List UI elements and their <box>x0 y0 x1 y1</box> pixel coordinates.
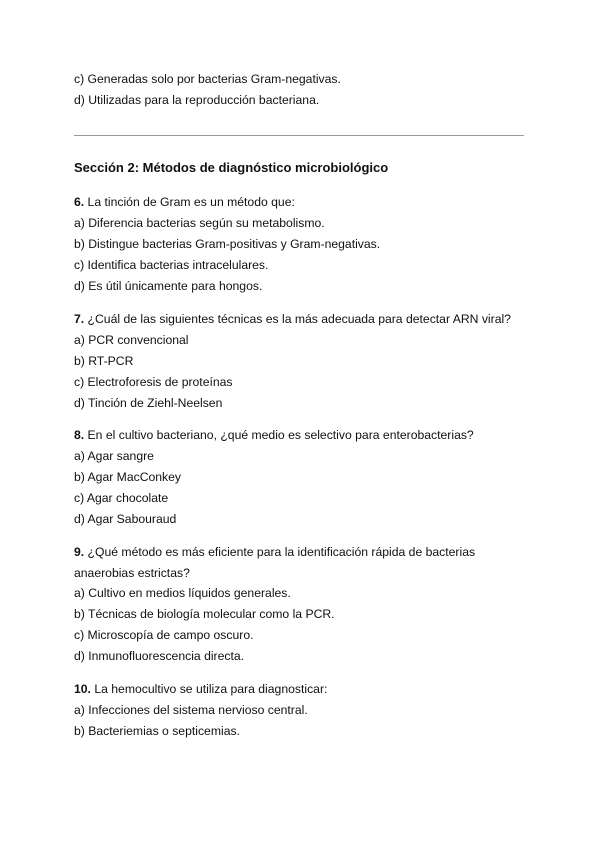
option-6b: b) Distingue bacterias Gram-positivas y Gram-negativas. <box>74 237 381 251</box>
option-9a: a) Cultivo en medios líquidos generales. <box>74 586 291 600</box>
question-text: ¿Cuál de las siguientes técnicas es la más adecuada para detectar ARN viral? <box>84 312 511 326</box>
option-7c: c) Electroforesis de proteínas <box>74 375 233 389</box>
option-6d: d) Es útil únicamente para hongos. <box>74 279 263 293</box>
question-number: 6. <box>74 195 85 209</box>
question-9-continuation: anaerobias estrictas? <box>74 566 190 580</box>
option-9d: d) Inmunofluorescencia directa. <box>74 649 245 663</box>
option-8c: c) Agar chocolate <box>74 491 169 505</box>
option-10b: b) Bacteriemias o septicemias. <box>74 724 240 738</box>
section-title: Sección 2: Métodos de diagnóstico microbiológico <box>74 160 389 175</box>
option-prev-d: d) Utilizadas para la reproducción bacteriana. <box>74 93 320 107</box>
option-prev-c: c) Generadas solo por bacterias Gram-negativas. <box>74 72 341 86</box>
option-9b: b) Técnicas de biología molecular como la PCR. <box>74 607 335 621</box>
option-8b: b) Agar MacConkey <box>74 470 182 484</box>
question-8 <box>74 427 474 443</box>
question-text: La tinción de Gram es un método que: <box>84 195 295 209</box>
question-number: 9. <box>74 545 85 559</box>
question-number: 7. <box>74 312 85 326</box>
question-10 <box>74 681 327 697</box>
question-text: ¿Qué método es más eficiente para la identificación rápida de bacterias <box>84 545 476 559</box>
question-6 <box>74 194 295 210</box>
option-10a: a) Infecciones del sistema nervioso central. <box>74 703 308 717</box>
option-6c: c) Identifica bacterias intracelulares. <box>74 258 269 272</box>
option-7b: b) RT-PCR <box>74 354 134 368</box>
option-8d: d) Agar Sabouraud <box>74 512 177 526</box>
option-7d: d) Tinción de Ziehl-Neelsen <box>74 396 223 410</box>
question-number: 8. <box>74 428 85 442</box>
option-7a: a) PCR convencional <box>74 333 189 347</box>
question-text: En el cultivo bacteriano, ¿qué medio es selectivo para enterobacterias? <box>84 428 474 442</box>
option-6a: a) Diferencia bacterias según su metabolismo. <box>74 216 325 230</box>
question-9 <box>74 544 475 560</box>
question-text: La hemocultivo se utiliza para diagnosticar: <box>90 682 328 696</box>
section-divider <box>74 135 524 136</box>
option-8a: a) Agar sangre <box>74 449 154 463</box>
option-9c: c) Microscopía de campo oscuro. <box>74 628 254 642</box>
question-number: 10. <box>74 682 91 696</box>
question-7 <box>74 311 511 327</box>
